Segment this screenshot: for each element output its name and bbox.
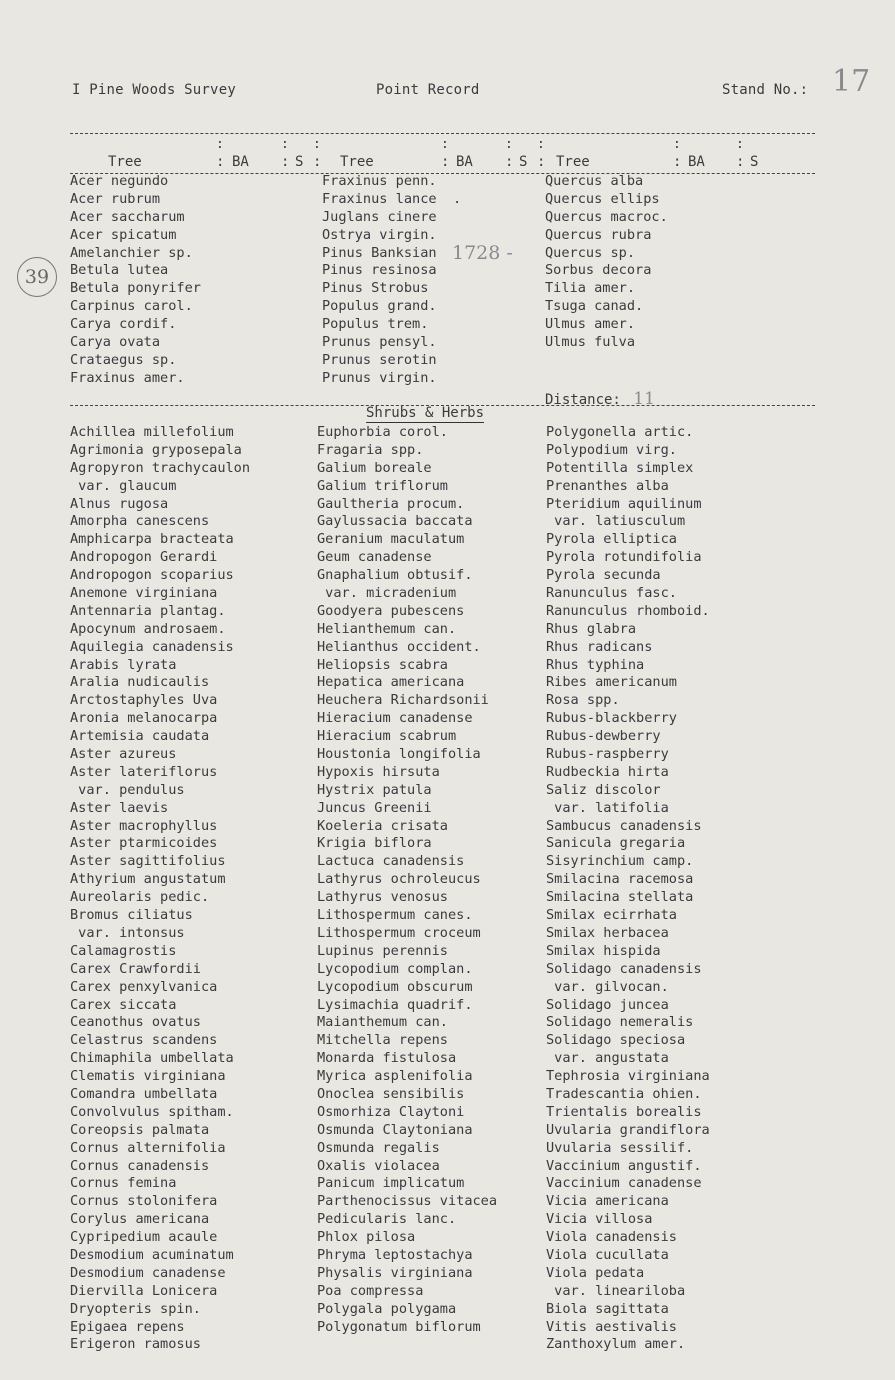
- colon-sep: :: [313, 137, 321, 152]
- species-entry: Epigaea repens: [70, 1318, 185, 1335]
- species-entry: Amorpha canescens: [70, 513, 210, 530]
- species-entry: Ceanothus ovatus: [70, 1014, 201, 1031]
- species-entry: Biola sagittata: [546, 1300, 669, 1317]
- tree-header: Tree: [556, 154, 590, 170]
- species-entry: Oxalis violacea: [317, 1157, 440, 1174]
- species-entry: Amelanchier sp.: [70, 244, 193, 261]
- species-entry: Rubus-raspberry: [546, 746, 669, 763]
- species-entry: Uvularia sessilif.: [546, 1139, 694, 1156]
- species-entry: Viola canadensis: [546, 1229, 677, 1246]
- circled-number: 39: [17, 257, 57, 297]
- species-entry: Acer saccharum: [70, 208, 185, 225]
- species-entry: Vicia villosa: [546, 1211, 653, 1228]
- species-entry: Aralia nudicaulis: [70, 674, 210, 691]
- species-entry: Panicum implicatum: [317, 1175, 465, 1192]
- species-entry: Potentilla simplex: [546, 459, 694, 476]
- species-entry: Corylus americana: [70, 1211, 210, 1228]
- species-entry: Sambucus canadensis: [546, 817, 702, 834]
- species-entry: var. lineariloba: [546, 1282, 686, 1299]
- species-entry: Andropogon scoparius: [70, 567, 234, 584]
- species-entry: Diervilla Lonicera: [70, 1282, 218, 1299]
- tree-list-col1: [70, 173, 201, 388]
- species-entry: Celastrus scandens: [70, 1032, 218, 1049]
- species-entry: Carex penxylvanica: [70, 978, 218, 995]
- species-entry: Lysimachia quadrif.: [317, 996, 473, 1013]
- species-entry: Mitchella repens: [317, 1032, 448, 1049]
- species-entry: Lupinus perennis: [317, 942, 448, 959]
- top-dashed-rule: [70, 133, 815, 134]
- species-entry: var. micradenium: [317, 585, 457, 602]
- species-entry: Aster macrophyllus: [70, 817, 218, 834]
- record-title: Point Record: [376, 82, 480, 98]
- species-entry: Rhus glabra: [546, 620, 637, 637]
- species-entry: Prunus virgin.: [322, 369, 437, 386]
- species-entry: Euphorbia corol.: [317, 424, 448, 440]
- species-entry: Pyrola secunda: [546, 567, 661, 584]
- species-entry: Betula ponyrifer: [70, 280, 201, 297]
- colon-sep: :: [736, 154, 745, 170]
- species-entry: Crataegus sp.: [70, 351, 177, 368]
- species-entry: Fraxinus lance .: [322, 190, 462, 207]
- species-entry: Aquilegia canadensis: [70, 638, 234, 655]
- species-entry: Viola cucullata: [546, 1246, 669, 1263]
- species-entry: Polygonella artic.: [546, 424, 694, 440]
- stand-label: Stand No.:: [722, 82, 809, 98]
- species-entry: Geranium maculatum: [317, 531, 465, 548]
- species-entry: Pyrola elliptica: [546, 531, 677, 548]
- species-entry: Krigia biflora: [317, 835, 432, 852]
- s-header: S: [295, 154, 304, 170]
- species-entry: Saliz discolor: [546, 781, 661, 798]
- species-entry: Sanicula gregaria: [546, 835, 686, 852]
- species-entry: Hieracium scabrum: [317, 728, 457, 745]
- species-entry: Prenanthes alba: [546, 477, 669, 494]
- species-entry: Lithospermum croceum: [317, 924, 481, 941]
- species-entry: Carpinus carol.: [70, 298, 193, 315]
- species-entry: Hepatica americana: [317, 674, 465, 691]
- species-entry: Coreopsis palmata: [70, 1121, 210, 1138]
- species-entry: Cornus stolonifera: [70, 1193, 218, 1210]
- colon-sep: :: [281, 154, 290, 170]
- species-entry: Anemone virginiana: [70, 585, 218, 602]
- species-entry: Gaylussacia baccata: [317, 513, 473, 530]
- species-entry: Rhus radicans: [546, 638, 653, 655]
- colon-sep: :: [281, 137, 289, 152]
- species-entry: Acer negundo: [70, 173, 169, 189]
- species-entry: Carex siccata: [70, 996, 177, 1013]
- species-entry: Solidago speciosa: [546, 1032, 686, 1049]
- species-entry: Juncus Greenii: [317, 799, 432, 816]
- shrub-list-col2: [317, 424, 497, 1336]
- species-entry: Pinus Strobus: [322, 280, 429, 297]
- species-entry: Acer spicatum: [70, 226, 177, 243]
- species-entry: Phlox pilosa: [317, 1229, 416, 1246]
- species-entry: Viola pedata: [546, 1264, 645, 1281]
- species-entry: var. angustata: [546, 1050, 669, 1067]
- species-entry: Uvularia grandiflora: [546, 1121, 710, 1138]
- species-entry: Prunus serotin: [322, 351, 437, 368]
- species-entry: Lathyrus ochroleucus: [317, 871, 481, 888]
- colon-sep: :: [313, 154, 322, 170]
- species-entry: Aster azureus: [70, 746, 177, 763]
- species-entry: Arctostaphyles Uva: [70, 692, 218, 709]
- species-entry: Tsuga canad.: [545, 298, 644, 315]
- species-entry: Vaccinium angustif.: [546, 1157, 702, 1174]
- species-entry: Smilacina racemosa: [546, 871, 694, 888]
- species-entry: Osmunda regalis: [317, 1139, 440, 1156]
- species-entry: Betula lutea: [70, 262, 169, 279]
- species-entry: Carya ovata: [70, 334, 161, 351]
- species-entry: Dryopteris spin.: [70, 1300, 201, 1317]
- species-entry: Fraxinus amer.: [70, 369, 185, 386]
- species-entry: Fragaria spp.: [317, 441, 424, 458]
- species-entry: Populus trem.: [322, 316, 429, 333]
- distance-value: 11: [633, 389, 655, 409]
- species-entry: Lycopodium obscurum: [317, 978, 473, 995]
- species-entry: Heliopsis scabra: [317, 656, 448, 673]
- species-entry: Calamagrostis: [70, 942, 177, 959]
- species-entry: Erigeron ramosus: [70, 1336, 201, 1353]
- species-entry: Sorbus decora: [545, 262, 652, 279]
- species-entry: Cornus canadensis: [70, 1157, 210, 1174]
- species-entry: Smilax herbacea: [546, 924, 669, 941]
- species-entry: Quercus alba: [545, 173, 644, 189]
- species-entry: Pyrola rotundifolia: [546, 549, 702, 566]
- tree-header: Tree: [108, 154, 142, 170]
- species-entry: Pteridium aquilinum: [546, 495, 702, 512]
- species-entry: Cornus femina: [70, 1175, 177, 1192]
- species-entry: Apocynum androsaem.: [70, 620, 226, 637]
- colon-sep: :: [216, 137, 224, 152]
- species-entry: Pinus Banksian: [322, 244, 437, 261]
- species-entry: Desmodium acuminatum: [70, 1246, 234, 1263]
- species-entry: Smilacina stellata: [546, 889, 694, 906]
- species-entry: Carex Crawfordii: [70, 960, 201, 977]
- tree-list-col2: [322, 173, 461, 388]
- species-entry: Pinus resinosa: [322, 262, 437, 279]
- species-entry: Amphicarpa bracteata: [70, 531, 234, 548]
- species-entry: var. latiusculum: [546, 513, 686, 530]
- species-entry: Comandra umbellata: [70, 1085, 218, 1102]
- species-entry: Chimaphila umbellata: [70, 1050, 234, 1067]
- species-entry: Populus grand.: [322, 298, 437, 315]
- species-entry: Rubus-dewberry: [546, 728, 661, 745]
- colon-sep: :: [505, 154, 514, 170]
- species-entry: var. intonsus: [70, 924, 185, 941]
- species-entry: Osmorhiza Claytoni: [317, 1103, 465, 1120]
- colon-sep: :: [216, 154, 225, 170]
- shrubs-herbs-title: Shrubs & Herbs: [366, 405, 485, 421]
- species-entry: Aureolaris pedic.: [70, 889, 210, 906]
- species-entry: Carya cordif.: [70, 316, 177, 333]
- species-entry: Vaccinium canadense: [546, 1175, 702, 1192]
- survey-title: I Pine Woods Survey: [72, 82, 236, 98]
- colon-sep: :: [736, 137, 744, 152]
- species-entry: Cypripedium acaule: [70, 1229, 218, 1246]
- species-entry: Tradescantia ohien.: [546, 1085, 702, 1102]
- species-entry: Convolvulus spitham.: [70, 1103, 234, 1120]
- species-entry: Athyrium angustatum: [70, 871, 226, 888]
- species-entry: Achillea millefolium: [70, 424, 234, 440]
- species-entry: Rhus typhina: [546, 656, 645, 673]
- species-entry: Aster laevis: [70, 799, 169, 816]
- species-entry: Acer rubrum: [70, 190, 161, 207]
- colon-sep: :: [673, 137, 681, 152]
- species-entry: Maianthemum can.: [317, 1014, 448, 1031]
- species-entry: Polygonatum biflorum: [317, 1318, 481, 1335]
- tree-header: Tree: [340, 154, 374, 170]
- species-entry: Gnaphalium obtusif.: [317, 567, 473, 584]
- species-entry: Rubus-blackberry: [546, 710, 677, 727]
- colon-sep: :: [505, 137, 513, 152]
- pinus-handwritten-note: 1728 -: [452, 242, 513, 264]
- species-entry: Pedicularis lanc.: [317, 1211, 457, 1228]
- species-entry: Cornus alternifolia: [70, 1139, 226, 1156]
- species-entry: Lactuca canadensis: [317, 853, 465, 870]
- species-entry: Quercus macroc.: [545, 208, 668, 225]
- species-entry: Quercus sp.: [545, 244, 636, 261]
- distance-label: Distance:: [545, 392, 621, 408]
- colon-sep: :: [673, 154, 682, 170]
- species-entry: Helianthus occident.: [317, 638, 481, 655]
- colon-sep: :: [441, 154, 450, 170]
- species-entry: Parthenocissus vitacea: [317, 1193, 498, 1210]
- species-entry: Solidago nemeralis: [546, 1014, 694, 1031]
- species-entry: Clematis virginiana: [70, 1068, 226, 1085]
- species-entry: Heuchera Richardsonii: [317, 692, 489, 709]
- species-entry: Galium boreale: [317, 459, 432, 476]
- species-entry: Monarda fistulosa: [317, 1050, 457, 1067]
- species-entry: Polygala polygama: [317, 1300, 457, 1317]
- s-header: S: [519, 154, 528, 170]
- species-entry: Myrica asplenifolia: [317, 1068, 473, 1085]
- species-entry: var. glaucum: [70, 477, 177, 494]
- species-entry: Solidago juncea: [546, 996, 669, 1013]
- species-entry: Agropyron trachycaulon: [70, 459, 251, 476]
- species-entry: Agrimonia gryposepala: [70, 441, 242, 458]
- species-entry: Hystrix patula: [317, 781, 432, 798]
- species-entry: Artemisia caudata: [70, 728, 210, 745]
- species-entry: Onoclea sensibilis: [317, 1085, 465, 1102]
- species-entry: Ranunculus rhomboid.: [546, 602, 710, 619]
- species-entry: Physalis virginiana: [317, 1264, 473, 1281]
- colon-sep: :: [537, 154, 546, 170]
- species-entry: Zanthoxylum amer.: [546, 1336, 686, 1353]
- species-entry: Arabis lyrata: [70, 656, 177, 673]
- stand-number: 17: [832, 64, 871, 99]
- species-entry: Aster sagittifolius: [70, 853, 226, 870]
- species-entry: Galium triflorum: [317, 477, 448, 494]
- species-entry: Lycopodium complan.: [317, 960, 473, 977]
- species-entry: Bromus ciliatus: [70, 907, 193, 924]
- species-entry: Ulmus fulva: [545, 334, 636, 351]
- species-entry: Ribes americanum: [546, 674, 677, 691]
- species-entry: Houstonia longifolia: [317, 746, 481, 763]
- species-entry: Aronia melanocarpa: [70, 710, 218, 727]
- species-entry: Sisyrinchium camp.: [546, 853, 694, 870]
- species-entry: Smilax hispida: [546, 942, 661, 959]
- colon-sep: :: [537, 137, 545, 152]
- species-entry: Polypodium virg.: [546, 441, 677, 458]
- species-entry: Quercus rubra: [545, 226, 652, 243]
- species-entry: Rosa spp.: [546, 692, 620, 709]
- species-entry: Helianthemum can.: [317, 620, 457, 637]
- species-entry: Ostrya virgin.: [322, 226, 437, 243]
- species-entry: Lithospermum canes.: [317, 907, 473, 924]
- ba-header: BA: [456, 154, 473, 170]
- species-entry: Solidago canadensis: [546, 960, 702, 977]
- species-entry: Goodyera pubescens: [317, 602, 465, 619]
- species-entry: Ulmus amer.: [545, 316, 636, 333]
- species-entry: var. pendulus: [70, 781, 185, 798]
- species-entry: Koeleria crisata: [317, 817, 448, 834]
- species-entry: Phryma leptostachya: [317, 1246, 473, 1263]
- species-entry: Poa compressa: [317, 1282, 424, 1299]
- species-entry: Vicia americana: [546, 1193, 669, 1210]
- species-entry: Fraxinus penn.: [322, 173, 437, 189]
- distance-field: [545, 389, 655, 409]
- species-entry: Prunus pensyl.: [322, 334, 437, 351]
- species-entry: var. latifolia: [546, 799, 669, 816]
- species-entry: Tephrosia virginiana: [546, 1068, 710, 1085]
- ba-header: BA: [688, 154, 705, 170]
- species-entry: Hieracium canadense: [317, 710, 473, 727]
- species-entry: Vitis aestivalis: [546, 1318, 677, 1335]
- species-entry: Desmodium canadense: [70, 1264, 226, 1281]
- tree-list-col3: [545, 173, 668, 352]
- species-entry: Aster ptarmicoides: [70, 835, 218, 852]
- shrub-list-col3: [546, 424, 710, 1354]
- species-entry: Aster lateriflorus: [70, 763, 218, 780]
- species-entry: Antennaria plantag.: [70, 602, 226, 619]
- species-entry: Smilax ecirrhata: [546, 907, 677, 924]
- s-header: S: [750, 154, 759, 170]
- species-entry: Lathyrus venosus: [317, 889, 448, 906]
- colon-sep: :: [441, 137, 449, 152]
- species-entry: var. gilvocan.: [546, 978, 669, 995]
- shrub-list-col1: [70, 424, 250, 1354]
- species-entry: Quercus ellips: [545, 190, 660, 207]
- species-entry: Alnus rugosa: [70, 495, 169, 512]
- species-entry: Trientalis borealis: [546, 1103, 702, 1120]
- species-entry: Gaultheria procum.: [317, 495, 465, 512]
- species-entry: Osmunda Claytoniana: [317, 1121, 473, 1138]
- ba-header: BA: [232, 154, 249, 170]
- species-entry: Geum canadense: [317, 549, 432, 566]
- species-entry: Andropogon Gerardi: [70, 549, 218, 566]
- species-entry: Rudbeckia hirta: [546, 763, 669, 780]
- species-entry: Ranunculus fasc.: [546, 585, 677, 602]
- species-entry: Tilia amer.: [545, 280, 636, 297]
- species-entry: Hypoxis hirsuta: [317, 763, 440, 780]
- species-entry: Juglans cinere: [322, 208, 437, 225]
